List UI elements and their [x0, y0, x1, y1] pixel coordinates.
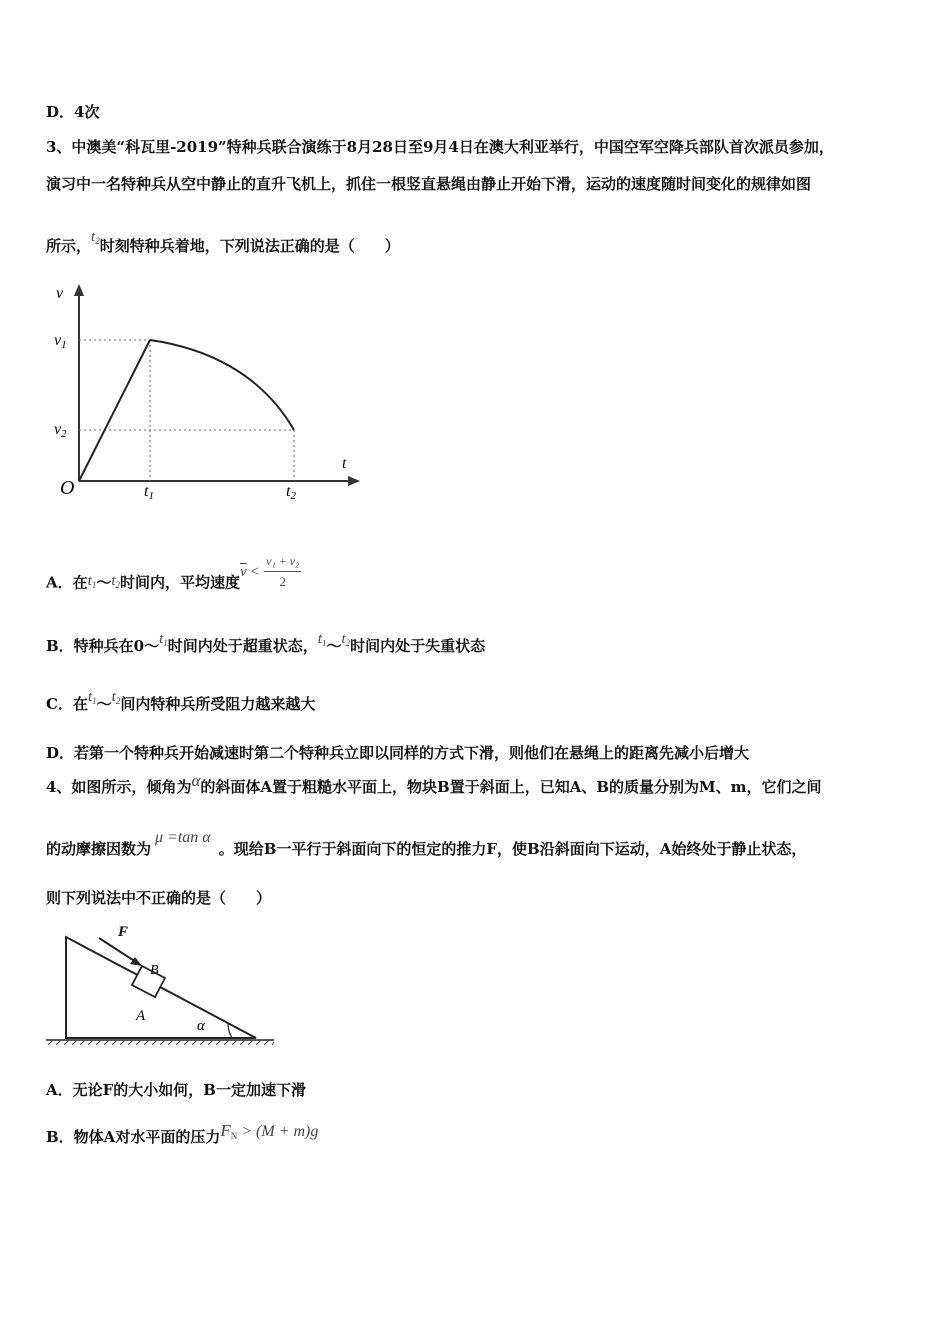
q4-stem-line2: 的动摩擦因数为μ =tan α。现给B一平行于斜面向下的恒定的推力F，使B沿斜面向下运动，A始终处于静止状态， — [46, 829, 807, 858]
q3-stem-line2: 演习中一名特种兵从空中静止的直升飞机上，抓住一根竖直悬绳由静止开始下滑，运动的速度随时间变化的规律如图 — [46, 175, 812, 193]
q4-stem-line1: 4、如图所示，倾角为α的斜面体A置于粗糙水平面上，物块B置于斜面上，已知A、B的质量分别为M、m，它们之间 — [46, 771, 822, 796]
q3-vt-graph — [46, 278, 366, 510]
graph-v-arrow — [74, 284, 84, 296]
q4-incline-figure — [44, 920, 276, 1050]
graph-origin-label: O — [60, 477, 75, 499]
graph-t-label: t — [342, 455, 347, 472]
label-alpha: α — [197, 1018, 205, 1034]
label-b: B — [150, 963, 159, 978]
q3-stem-line3 — [46, 229, 400, 261]
q3-option-c: C．在$t_1\sim t_2$间内特种兵所受阻力越来越大 — [46, 689, 316, 713]
graph-t-arrow — [348, 476, 360, 486]
q3-option-d: D．若第一个特种兵开始减速时第二个特种兵立即以同样的方式下滑，则他们在悬绳上的距离先减小后增大 — [46, 744, 750, 762]
q3-stem-line1: 3、中澳美“科瓦里-2019”特种兵联合演练于8月28日至9月4日在澳大利亚举行，中国空军空降兵部队首次派员参加， — [46, 138, 834, 156]
q3-line3-pre: 所示， — [46, 237, 92, 255]
graph-decel-curve — [150, 340, 294, 430]
block-b — [132, 966, 165, 997]
label-f: F — [118, 924, 129, 940]
q3-option-b: B．特种兵在$0\sim t_1$时间内处于超重状态，$t_1\sim t_2$时间内处于失重状态 — [46, 631, 486, 655]
graph-t1-label: t1 — [144, 483, 154, 502]
graph-v-label: v — [56, 285, 64, 302]
q3-t2-symbol: $t_2$ — [91, 229, 100, 246]
q4-option-b: B．物体A对水平面的压力$F_N > (M + m)g$ — [46, 1121, 319, 1146]
q4-stem-line3: 则下列说法中不正确的是（ ） — [46, 889, 272, 907]
label-a: A — [136, 1008, 146, 1024]
q4-option-a: A．无论F的大小如何，B一定加速下滑 — [46, 1081, 306, 1099]
angle-arc — [228, 1024, 232, 1038]
graph-v1-label: v1 — [54, 332, 67, 351]
graph-v2-label: v2 — [54, 421, 67, 440]
graph-accel-segment — [79, 340, 150, 481]
q3-option-a: A．在$t_1\sim t_2$时间内，平均速度$\overline{v}$ < $\frac{\text{v₁ + v₂}}{2}$ — [46, 563, 301, 604]
graph-t2-label: t2 — [286, 483, 296, 502]
q3-line3-post: 时刻特种兵着地，下列说法正确的是（ ） — [99, 237, 400, 255]
prev-option-d: D．4次 — [46, 103, 100, 121]
